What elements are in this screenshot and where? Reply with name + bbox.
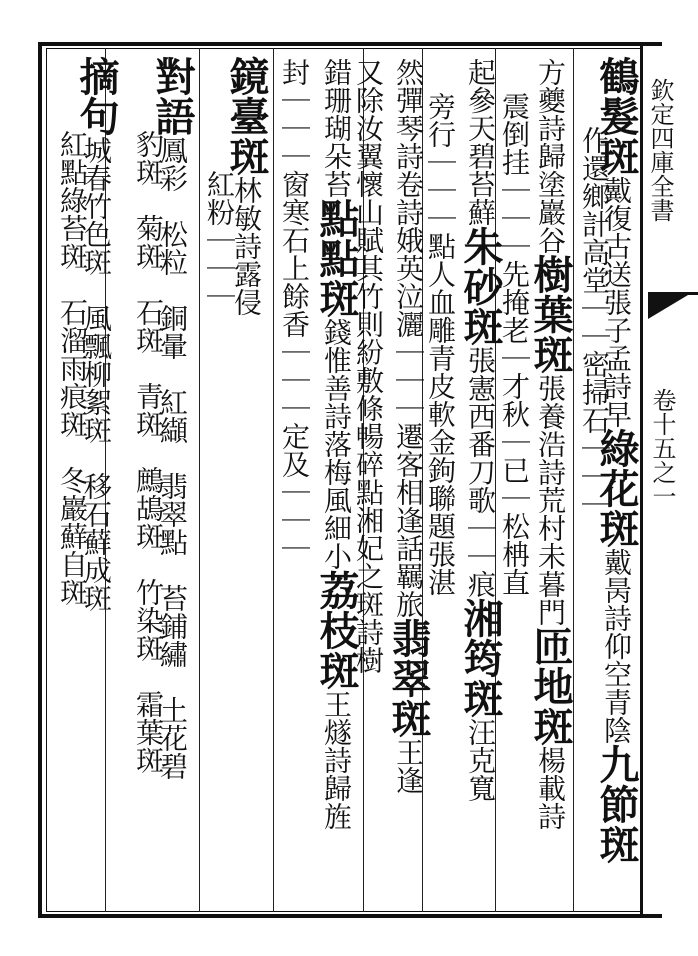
heading-term: 樹葉斑 <box>527 254 574 374</box>
gutter-book-title: 欽定四庫全書 <box>646 78 674 222</box>
quotation-text: 錯珊瑚朵苔 <box>320 58 353 198</box>
quotation-text: 張憲西番刀歌｜｜痕 <box>464 346 497 598</box>
quotation-text: 然彈琴詩卷詩娥英泣灑｜｜｜遷客相逢話羈旅 <box>392 58 425 618</box>
text-column <box>278 58 311 562</box>
heading-term: 湘筠斑 <box>457 598 504 718</box>
heading-term: 鶴髮斑 <box>593 56 640 176</box>
quotation-text: 題張湛 <box>424 512 457 596</box>
heading-term: 綠花斑 <box>593 428 640 548</box>
quotation-text: 密掃石｜｜｜ <box>578 350 611 518</box>
quotation-text: 戴復古送張子孟詩早 <box>600 176 633 428</box>
quotation-text: 紅粉｜｜｜ <box>203 170 236 310</box>
heading-term: 摘句 <box>73 56 120 136</box>
quotation-text: 王燧詩歸旌 <box>320 690 353 830</box>
quotation-text: 王逢 <box>392 738 425 794</box>
heading-term: 對語 <box>149 56 196 136</box>
heading-term: 匝地斑 <box>527 626 574 746</box>
text-column <box>56 130 89 606</box>
quotation-text: 封｜｜｜ <box>278 58 311 170</box>
quotation-text: 方夔詩歸塗巖谷 <box>534 58 567 254</box>
text-column <box>527 58 574 830</box>
text-column <box>498 92 531 596</box>
text-column <box>313 58 360 830</box>
fishtail-mark <box>648 292 698 332</box>
quotation-text: 起參天碧苔蘚 <box>464 58 497 226</box>
column-rule <box>199 48 200 912</box>
quotation-text: 張養浩詩荒村未暮門 <box>534 374 567 626</box>
quotation-text: 鳳彩 松粒 銅暈 紅纈 翡翠點 苔鋪繡 土花碧 <box>156 136 189 780</box>
quotation-text: 詩樹 <box>352 618 385 674</box>
heading-term: 點點斑 <box>313 198 360 318</box>
quotation-text: 震倒挂｜｜｜ <box>498 92 531 260</box>
text-column <box>203 170 236 310</box>
column-rule <box>273 48 274 912</box>
quotation-text: 戴昺詩仰空青陰 <box>600 548 633 744</box>
quotation-text: 先掩老｜才秋｜已｜ <box>498 260 531 512</box>
quotation-text: 汪克寬 <box>464 718 497 802</box>
text-column <box>424 92 457 596</box>
quotation-text: 林敏詩露侵 <box>230 176 263 316</box>
text-column <box>457 58 504 802</box>
quotation-text: 紅點綠苔斑 石溜雨痕斑 冬巖蘚自斑 <box>56 130 89 606</box>
heading-term: 荔枝斑 <box>313 570 360 690</box>
quotation-text: 城春竹色斑 風飄柳絮斑 移石蘚成斑 <box>80 136 113 612</box>
quotation-text: 松柟直 <box>498 512 531 596</box>
gutter-rule <box>640 42 643 918</box>
text-column <box>385 58 432 794</box>
text-column <box>578 126 611 518</box>
quotation-text: 錢惟善詩落梅風細小 <box>320 318 353 570</box>
column-rule <box>573 48 574 912</box>
text-column <box>132 130 165 774</box>
quotation-text: 定及｜｜｜ <box>278 422 311 562</box>
heading-term: 朱砂斑 <box>457 226 504 346</box>
heading-term: 鏡臺斑 <box>223 56 270 176</box>
heading-term: 翡翠斑 <box>385 618 432 738</box>
quotation-text: 又除汝翼懷山賦其竹則紛敷條暢碎點湘妃之斑 <box>352 58 385 618</box>
quotation-text: 窗寒石上餘香｜｜｜ <box>278 170 311 422</box>
gutter-volume: 卷十五之一 <box>648 388 676 508</box>
quotation-text: 作還鄉計高堂｜｜ <box>578 126 611 350</box>
heading-term: 九節斑 <box>593 744 640 864</box>
quotation-text: 點人血雕青皮軟金鉤聯 <box>424 232 457 512</box>
quotation-text: 旁行｜｜｜ <box>424 92 457 232</box>
quotation-text: 楊載詩 <box>534 746 567 830</box>
quotation-text: 豹斑 菊斑 石斑 青斑 鷓鴣斑 竹染斑 霜葉斑 <box>132 130 165 774</box>
